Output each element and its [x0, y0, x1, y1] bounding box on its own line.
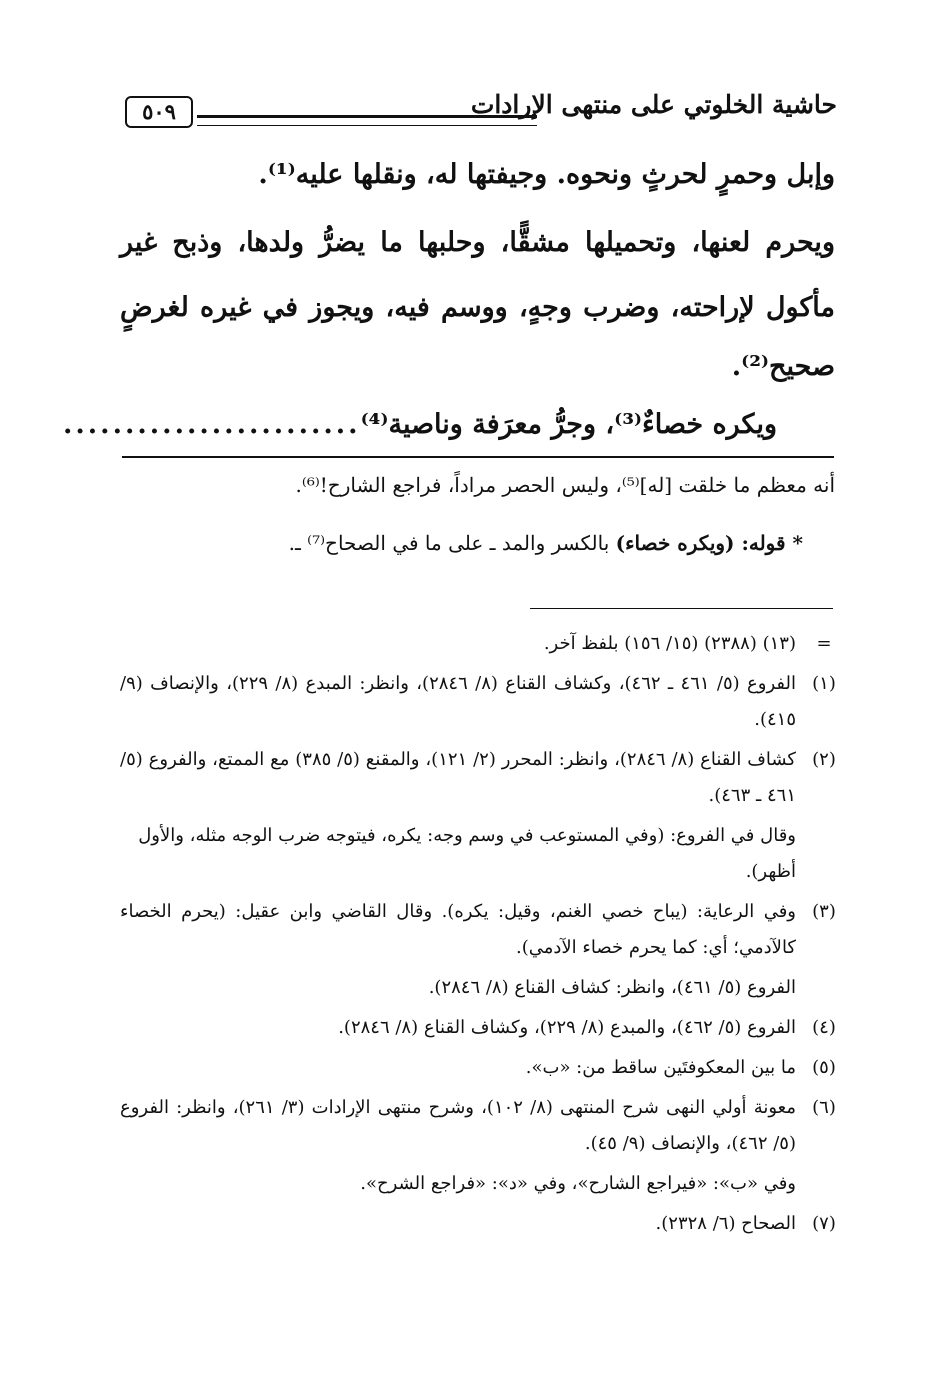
main-line-3: مأكول لإراحته، وضرب وجهٍ، ووسم فيه، ويجوز في غيره لغرضٍ: [120, 292, 835, 323]
section-separator: [122, 456, 834, 458]
footnote-text: الفروع (٥/ ٤٦١ ـ ٤٦٢)، وكشاف القناع (٨/ ٢٨٤٦)، وانظر: المبدع (٨/ ٢٢٩)، والإنصاف (٩/ ٤١٥).: [120, 673, 797, 730]
footnote-number: (٦): [812, 1097, 836, 1118]
footnote-rule: [530, 608, 833, 609]
footnote-text: الفروع (٥/ ٤٦٢)، والمبدع (٨/ ٢٢٩)، وكشاف القناع (٨/ ٢٨٤٦).: [338, 1017, 796, 1038]
main-line-5: [62, 405, 835, 445]
main-line-5-text: ويكره خصاءٌ⁽³⁾، وجرُّ معرَفة وناصية⁽⁴⁾: [360, 409, 777, 440]
footnote-text: (١٣) (٢٣٨٨) (١٥/ ١٥٦) بلفظ آخر.: [543, 633, 796, 654]
commentary-quote: * قوله: (ويكره خصاء): [615, 531, 803, 555]
footnote-item: [120, 626, 840, 662]
footnote-number: (٧): [812, 1213, 836, 1234]
commentary-line-2: [120, 526, 835, 560]
page-number: ٥٠٩: [125, 96, 193, 128]
footnotes: [120, 626, 840, 1246]
footnote-text: كشاف القناع (٨/ ٢٨٤٦)، وانظر: المحرر (٢/ ١٢١)، والمقنع (٥/ ٣٨٥) مع الممتع، والفروع (٥/ ٤٦١ ـ ٤٦٣).: [120, 749, 796, 806]
footnote-item: [120, 1090, 840, 1202]
footnote-item: [120, 1010, 840, 1046]
footnote-item: [120, 666, 840, 738]
footnote-continuation: وفي «ب»: «فيراجع الشارح»، وفي «د»: «فراجع الشرح».: [360, 1173, 796, 1194]
footnote-number: (٣): [812, 901, 836, 922]
footnote-number: (١): [812, 673, 836, 694]
footnote-number: (٢): [812, 749, 836, 770]
header-title: حاشية الخلوتي على منتهى الإرادات: [470, 90, 837, 119]
footnote-item: [120, 742, 840, 890]
main-line-1: وإبل وحمرٍ لحرثٍ ونحوه. وجيفتها له، ونقلها عليه⁽¹⁾.: [258, 159, 835, 190]
footnote-number: =: [816, 633, 832, 654]
footnote-text: الصحاح (٦/ ٢٣٢٨).: [655, 1213, 796, 1234]
footnote-text: معونة أولي النهى شرح المنتهى (٨/ ١٠٢)، وشرح منتهى الإرادات (٣/ ٢٦١)، وانظر: الفروع (٥/ ٤٦٢)، والإنصاف (٩/ ٤٥).: [120, 1097, 796, 1154]
main-line-5-dots: ........................: [62, 409, 361, 440]
header-rule: [197, 115, 537, 126]
main-line-4: صحيح⁽²⁾.: [731, 351, 835, 382]
footnote-item: [120, 1050, 840, 1086]
commentary-line-1: أنه معظم ما خلقت [له]⁽⁵⁾، وليس الحصر مراداً، فراجع الشارح!⁽⁶⁾.: [295, 473, 835, 497]
footnote-continuation: الفروع (٥/ ٤٦١)، وانظر: كشاف القناع (٨/ ٢٨٤٦).: [428, 977, 796, 998]
footnote-item: [120, 894, 840, 1006]
footnote-item: [120, 1206, 840, 1242]
footnote-text: ما بين المعكوفتَين ساقط من: «ب».: [525, 1057, 796, 1078]
footnote-continuation: وقال في الفروع: (وفي المستوعب في وسم وجه: يكره، فيتوجه ضرب الوجه مثله، والأول أظهر).: [138, 825, 796, 882]
footnote-number: (٤): [812, 1017, 836, 1038]
commentary-gloss: بالكسر والمد ـ على ما في الصحاح⁽⁷⁾ ـ.: [288, 531, 616, 555]
main-line-2: ويحرم لعنها، وتحميلها مشقًّا، وحلبها ما يضرُّ ولدها، وذبح غير: [120, 227, 835, 258]
running-header: [125, 88, 837, 132]
footnote-text: وفي الرعاية: (يباح خصي الغنم، وقيل: يكره). وقال القاضي وابن عقيل: (يحرم الخصاء كالآدمي؛ أي: كما يحرم خصاء الآدمي).: [120, 901, 796, 958]
footnote-number: (٥): [812, 1057, 836, 1078]
